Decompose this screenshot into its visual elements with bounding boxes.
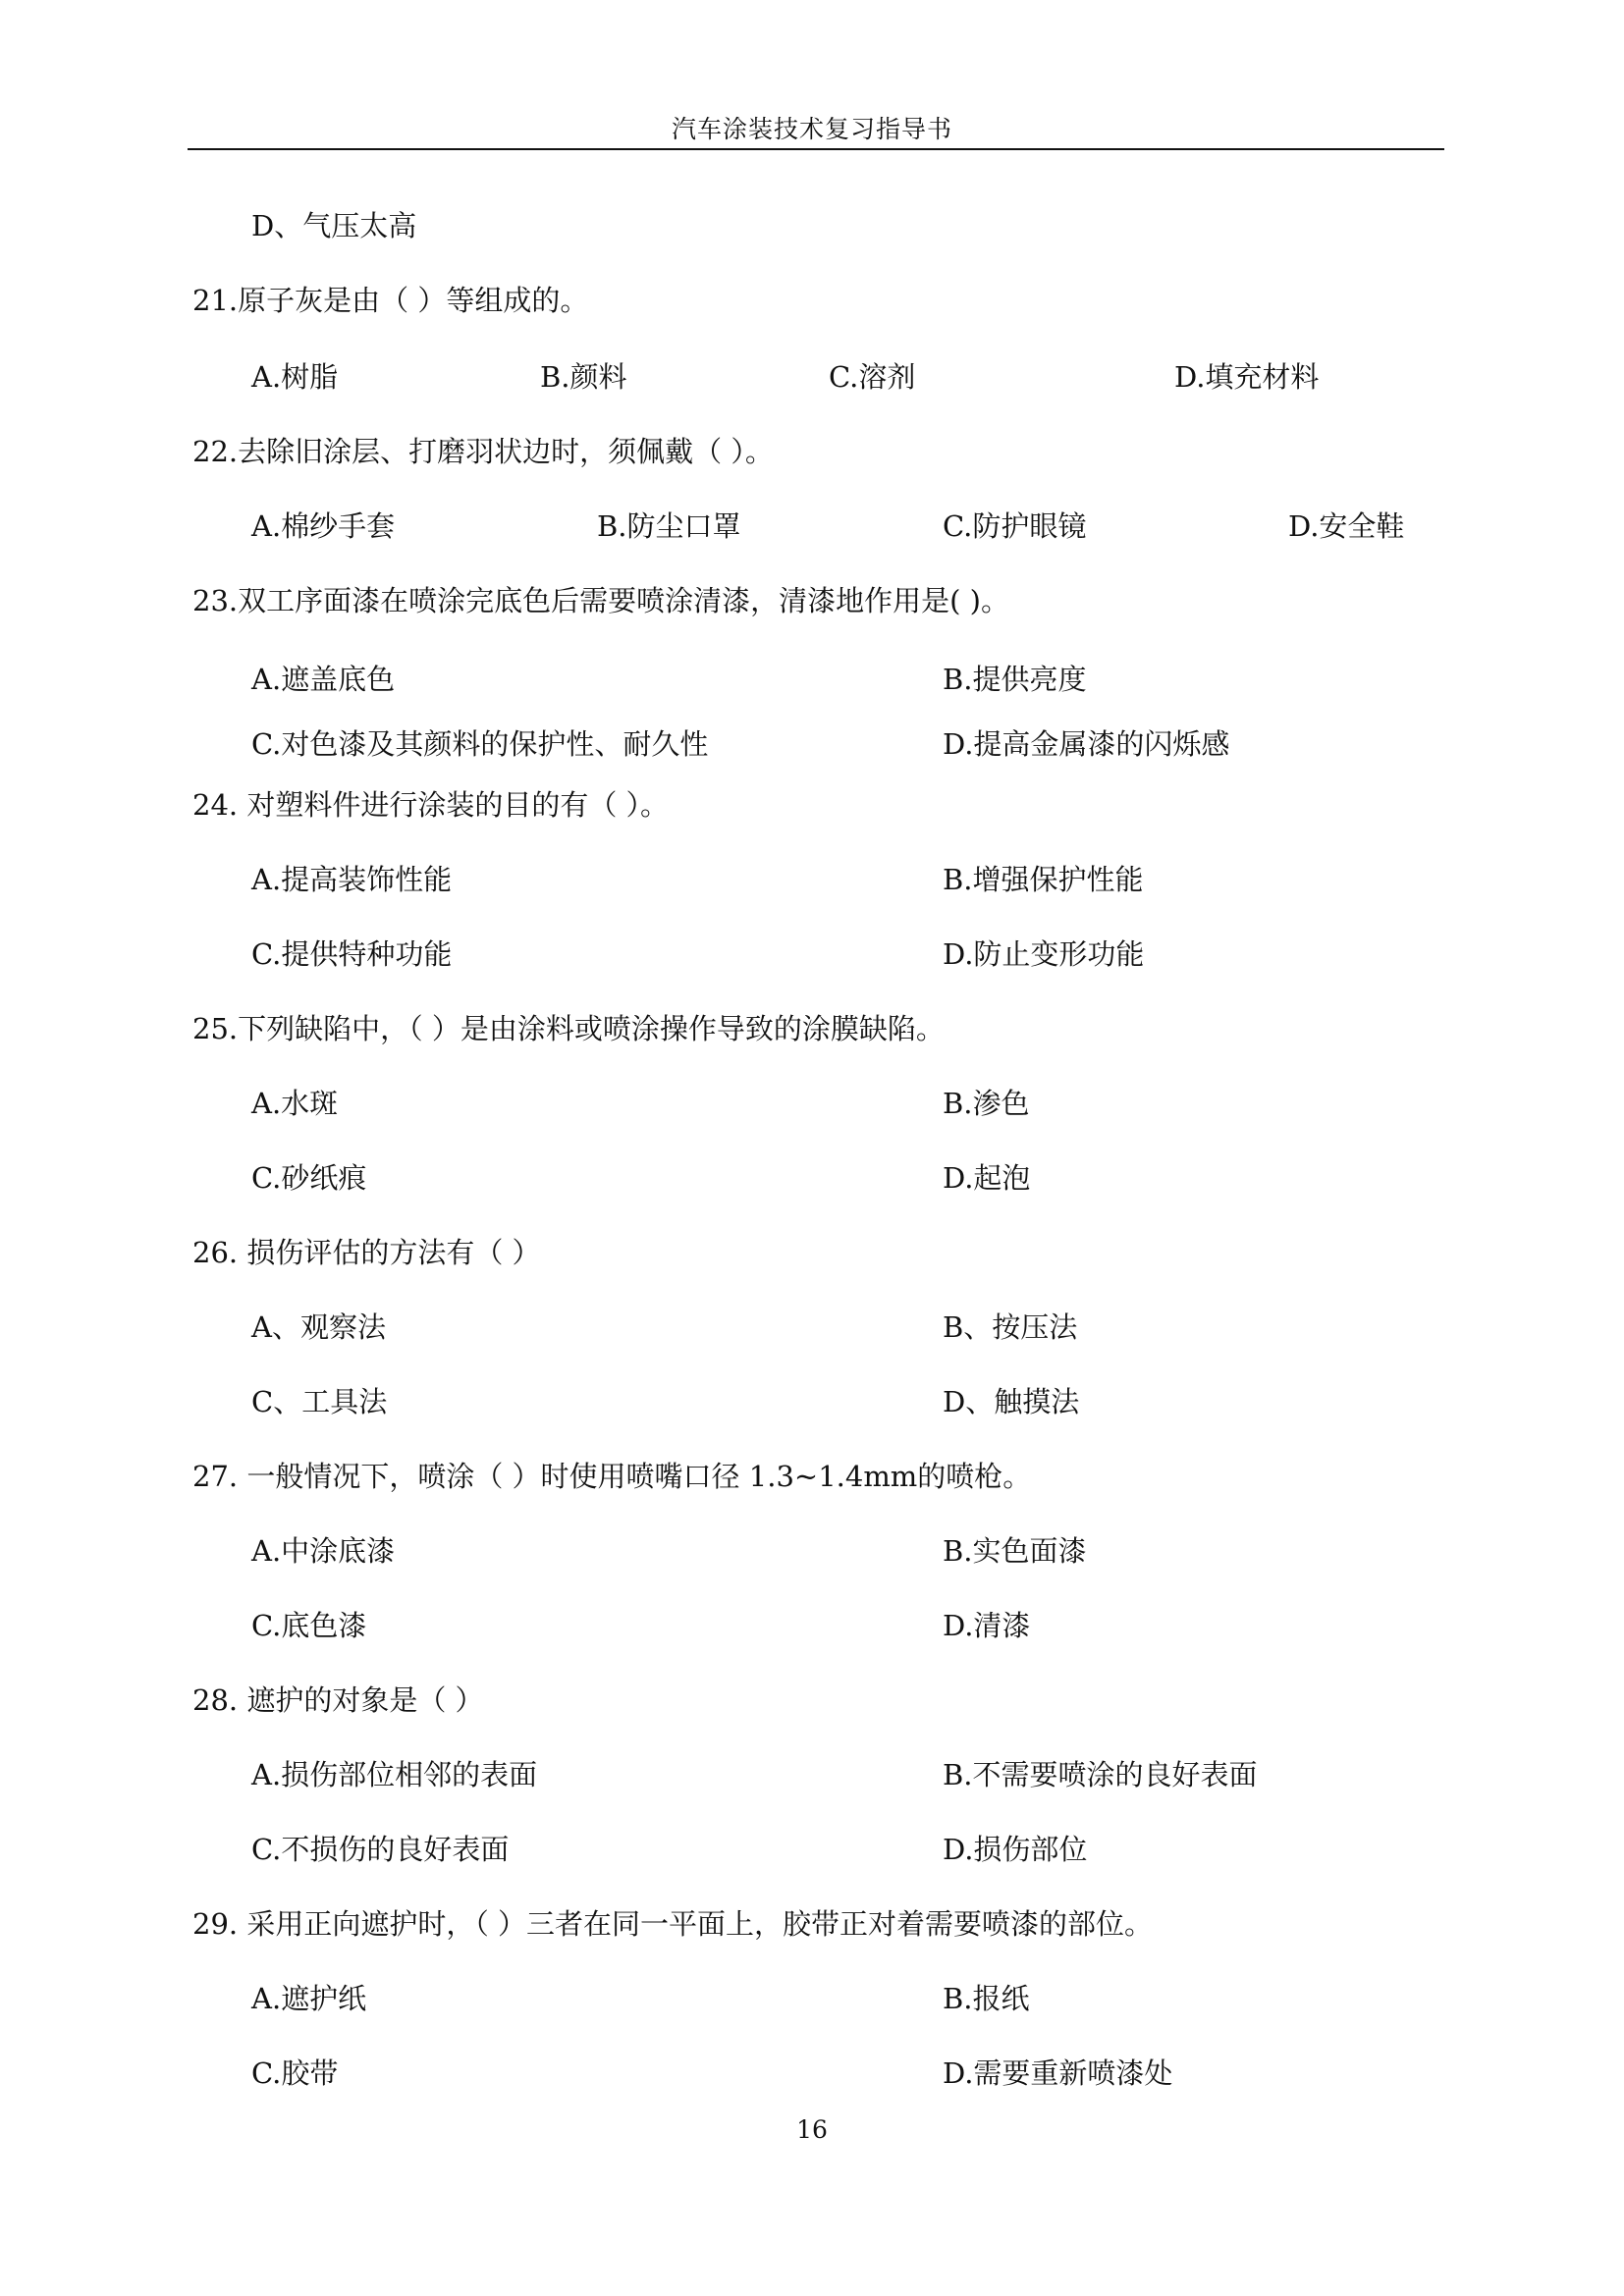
option-28-d: D.损伤部位 (943, 1833, 1088, 1866)
option-21-c: C.溶剂 (829, 360, 916, 394)
question-stem-28: 28. 遮护的对象是（ ） (192, 1683, 484, 1717)
option-27-c: C.底色漆 (251, 1609, 367, 1642)
option-22-b: B.防尘口罩 (597, 509, 741, 543)
option-21-b: B.颜料 (540, 360, 627, 394)
option-22-a: A.棉纱手套 (251, 509, 396, 543)
option-25-b: B.渗色 (943, 1087, 1030, 1120)
page-number: 16 (796, 2115, 828, 2144)
option-23-b: B.提供亮度 (943, 663, 1087, 696)
question-stem-23: 23.双工序面漆在喷涂完底色后需要喷涂清漆，清漆地作用是( )。 (192, 584, 1009, 617)
question-stem-24: 24. 对塑料件进行涂装的目的有（ ）。 (192, 788, 670, 822)
question-stem-27: 27. 一般情况下，喷涂（ ）时使用喷嘴口径 1.3~1.4mm的喷枪。 (192, 1460, 1032, 1493)
running-header: 汽车涂装技术复习指导书 (671, 115, 952, 143)
option-29-b: B.报纸 (943, 1982, 1030, 2015)
option-29-c: C.胶带 (251, 2056, 339, 2090)
option-26-d: D、触摸法 (943, 1385, 1080, 1418)
option-24-b: B.增强保护性能 (943, 863, 1144, 896)
option-21-d: D.填充材料 (1174, 360, 1320, 394)
option-27-b: B.实色面漆 (943, 1534, 1087, 1568)
option-23-c: C.对色漆及其颜料的保护性、耐久性 (251, 727, 709, 761)
question-stem-25: 25.下列缺陷中，（ ）是由涂料或喷涂操作导致的涂膜缺陷。 (192, 1012, 945, 1045)
continuation-option-d: D、气压太高 (251, 209, 417, 242)
option-27-d: D.清漆 (943, 1609, 1031, 1642)
option-25-c: C.砂纸痕 (251, 1161, 367, 1195)
option-25-d: D.起泡 (943, 1161, 1031, 1195)
option-23-d: D.提高金属漆的闪烁感 (943, 727, 1230, 761)
option-21-a: A.树脂 (251, 360, 339, 394)
question-stem-29: 29. 采用正向遮护时，（ ）三者在同一平面上，胶带正对着需要喷漆的部位。 (192, 1907, 1154, 1941)
option-26-b: B、按压法 (943, 1310, 1078, 1344)
option-26-a: A、观察法 (251, 1310, 386, 1344)
option-25-a: A.水斑 (251, 1087, 339, 1120)
option-29-a: A.遮护纸 (251, 1982, 367, 2015)
option-28-b: B.不需要喷涂的良好表面 (943, 1758, 1258, 1791)
option-28-a: A.损伤部位相邻的表面 (251, 1758, 538, 1791)
question-stem-21: 21.原子灰是由（ ）等组成的。 (192, 284, 589, 317)
option-22-d: D.安全鞋 (1288, 509, 1405, 543)
option-24-d: D.防止变形功能 (943, 937, 1145, 971)
option-28-c: C.不损伤的良好表面 (251, 1833, 510, 1866)
option-24-a: A.提高装饰性能 (251, 863, 453, 896)
question-stem-22: 22.去除旧涂层、打磨羽状边时，须佩戴（ ）。 (192, 435, 774, 468)
option-27-a: A.中涂底漆 (251, 1534, 396, 1568)
option-29-d: D.需要重新喷漆处 (943, 2056, 1173, 2090)
option-23-a: A.遮盖底色 (251, 663, 396, 696)
question-stem-26: 26. 损伤评估的方法有（ ） (192, 1236, 541, 1269)
option-24-c: C.提供特种功能 (251, 937, 453, 971)
option-26-c: C、工具法 (251, 1385, 388, 1418)
option-22-c: C.防护眼镜 (943, 509, 1087, 543)
